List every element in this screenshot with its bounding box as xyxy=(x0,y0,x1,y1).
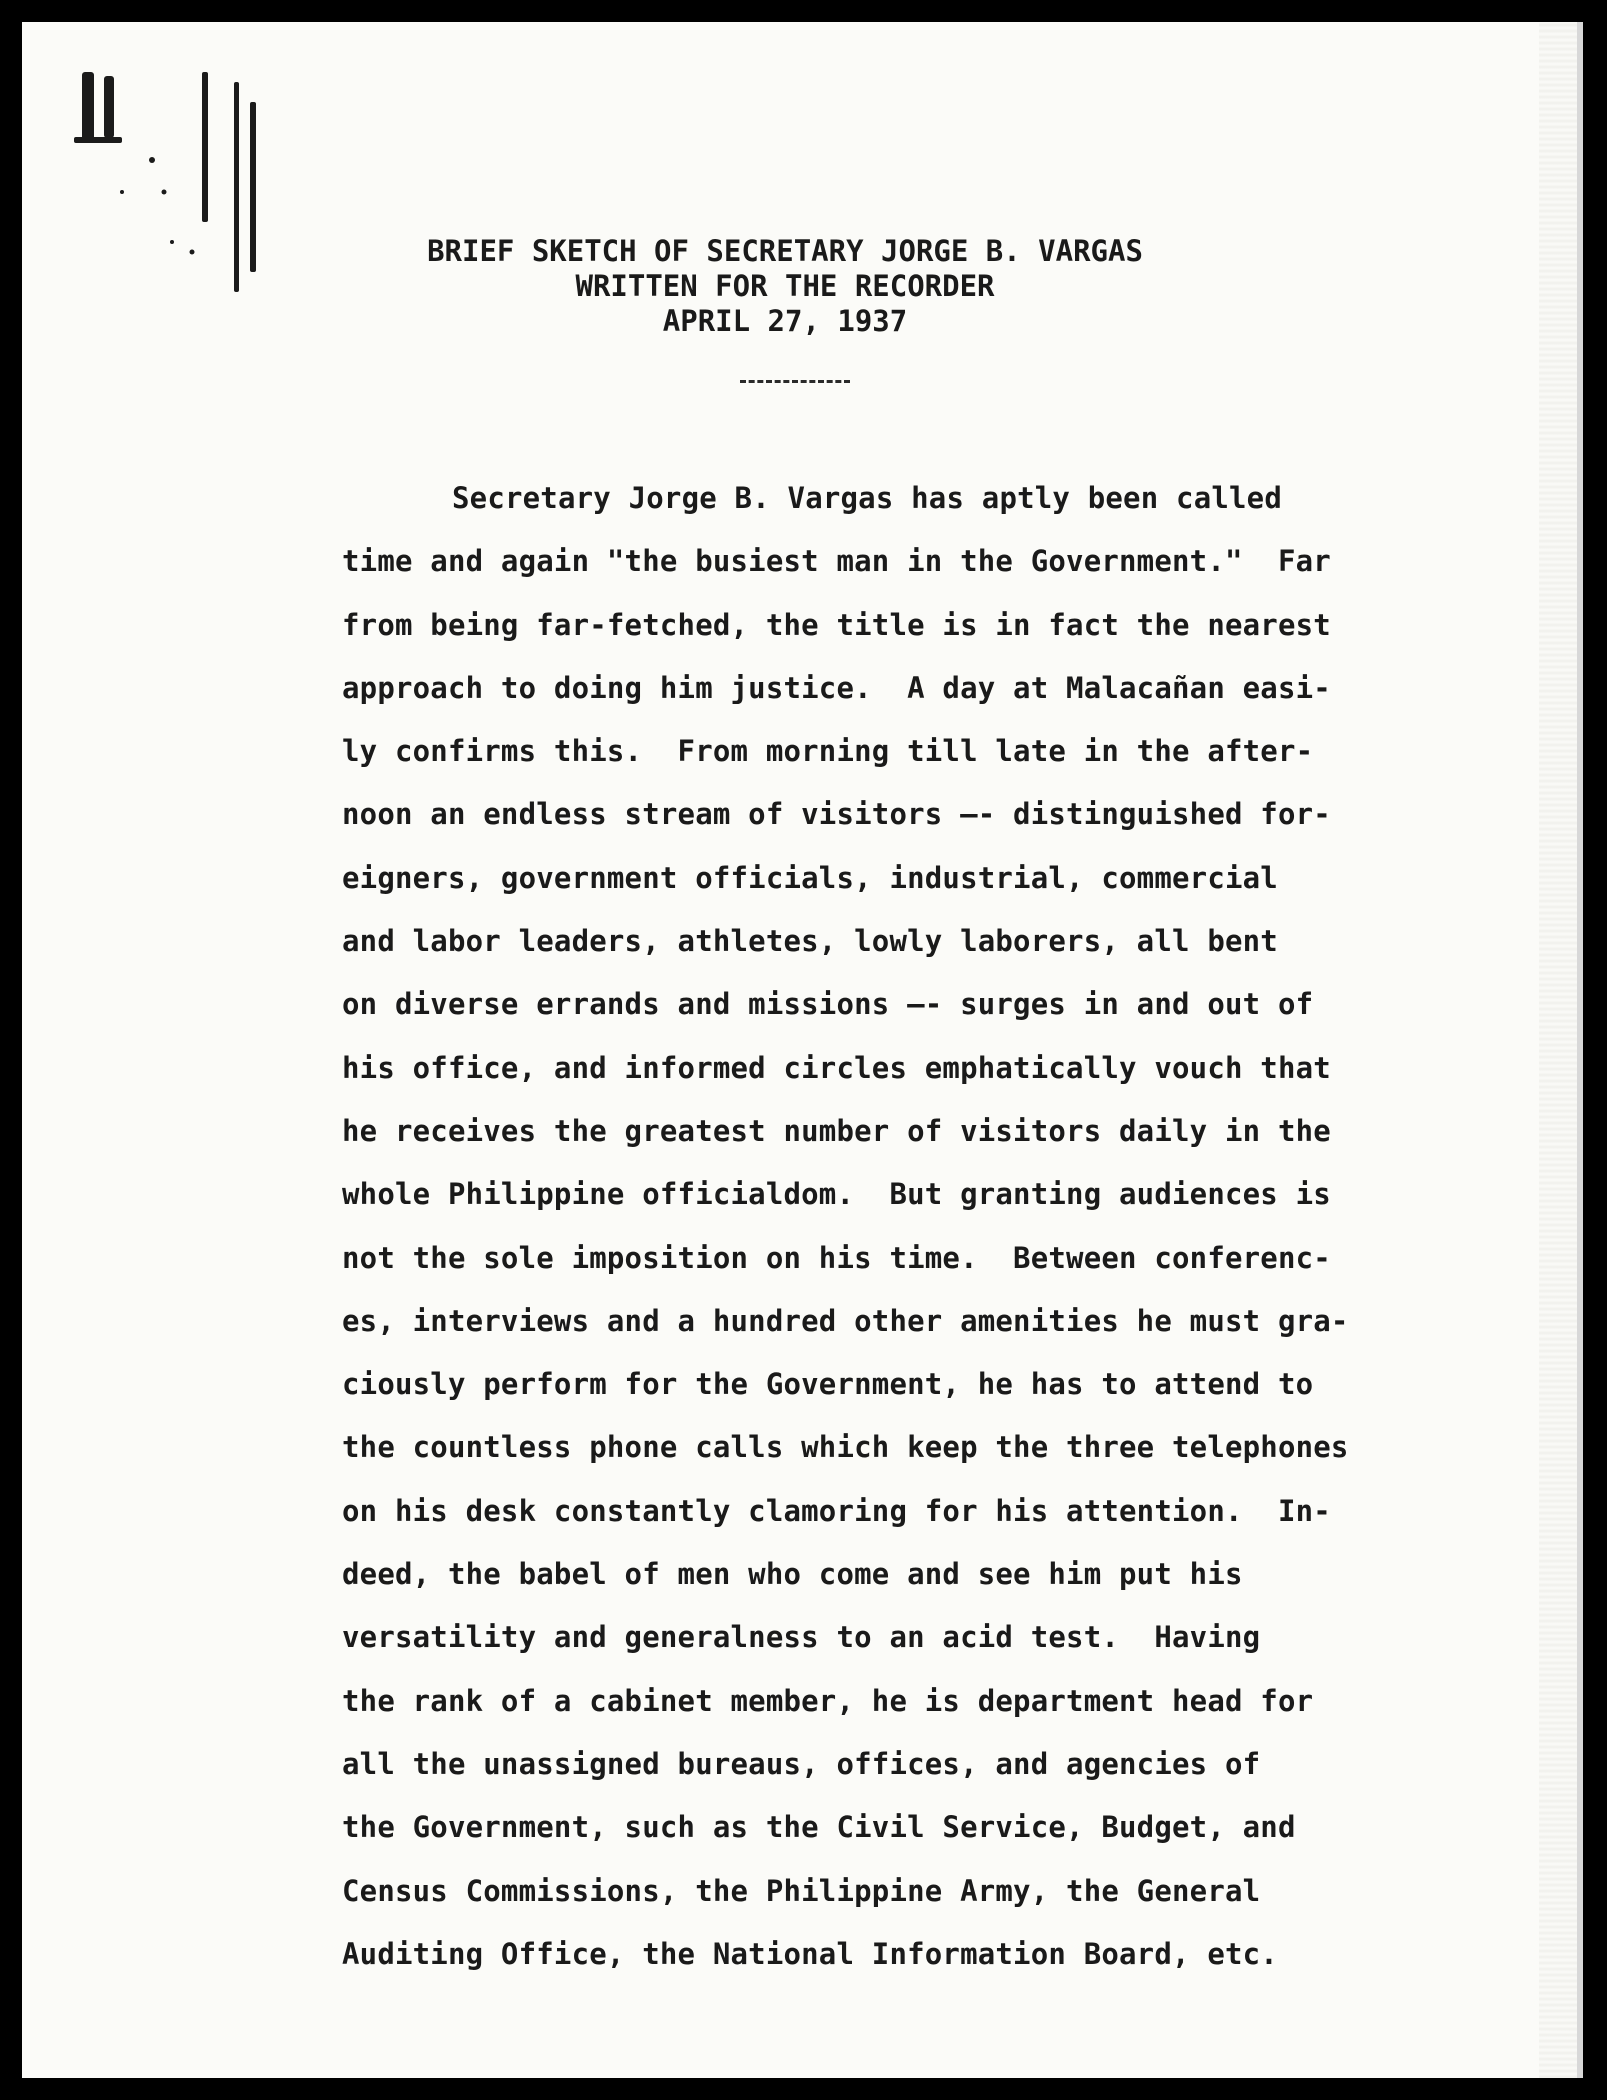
body-line: not the sole imposition on his time. Between conferenc- xyxy=(342,1240,1331,1275)
body-line: ciously perform for the Government, he has to attend to xyxy=(342,1367,1314,1402)
body-line: whole Philippine officialdom. But granting audiences is xyxy=(342,1177,1331,1212)
body-line: versatility and generalness to an acid test. Having xyxy=(342,1620,1261,1655)
body-line: approach to doing him justice. A day at Malacañan easi- xyxy=(342,670,1331,705)
document-page xyxy=(22,22,1583,2078)
document-body xyxy=(342,480,1462,1999)
body-line: the Government, such as the Civil Service, Budget, and xyxy=(342,1810,1296,1845)
body-line: from being far-fetched, the title is in fact the nearest xyxy=(342,607,1331,642)
body-line: on diverse errands and missions —- surges in and out of xyxy=(342,987,1314,1022)
body-line: eigners, government officials, industrial, commercial xyxy=(342,860,1278,895)
body-line: deed, the babel of men who come and see him put his xyxy=(342,1557,1243,1592)
body-line: Census Commissions, the Philippine Army, the General xyxy=(342,1873,1261,1908)
heading-line-date: APRIL 27, 1937 xyxy=(662,304,908,338)
body-line: the rank of a cabinet member, he is department head for xyxy=(342,1683,1314,1718)
body-line: ly confirms this. From morning till late in the after- xyxy=(342,734,1314,769)
body-line: time and again "the busiest man in the Government." Far xyxy=(342,544,1331,579)
body-line: on his desk constantly clamoring for his attention. In- xyxy=(342,1493,1331,1528)
body-line: he receives the greatest number of visitors daily in the xyxy=(342,1113,1331,1148)
body-line: his office, and informed circles emphatically vouch that xyxy=(342,1050,1331,1085)
heading-line-title: BRIEF SKETCH OF SECRETARY JORGE B. VARGAS xyxy=(427,234,1143,268)
body-line: es, interviews and a hundred other amenities he must gra- xyxy=(342,1303,1349,1338)
body-line: the countless phone calls which keep the three telephones xyxy=(342,1430,1349,1465)
body-line: and labor leaders, athletes, lowly laborers, all bent xyxy=(342,924,1278,959)
body-line: noon an endless stream of visitors —- distinguished for- xyxy=(342,797,1331,832)
document-heading xyxy=(22,234,1582,339)
body-line: Auditing Office, the National Information Board, etc. xyxy=(342,1936,1278,1971)
heading-line-subtitle: WRITTEN FOR THE RECORDER xyxy=(575,269,995,303)
body-line: all the unassigned bureaus, offices, and agencies of xyxy=(342,1746,1261,1781)
body-line: Secretary Jorge B. Vargas has aptly been called xyxy=(452,481,1282,515)
heading-separator xyxy=(740,380,850,383)
